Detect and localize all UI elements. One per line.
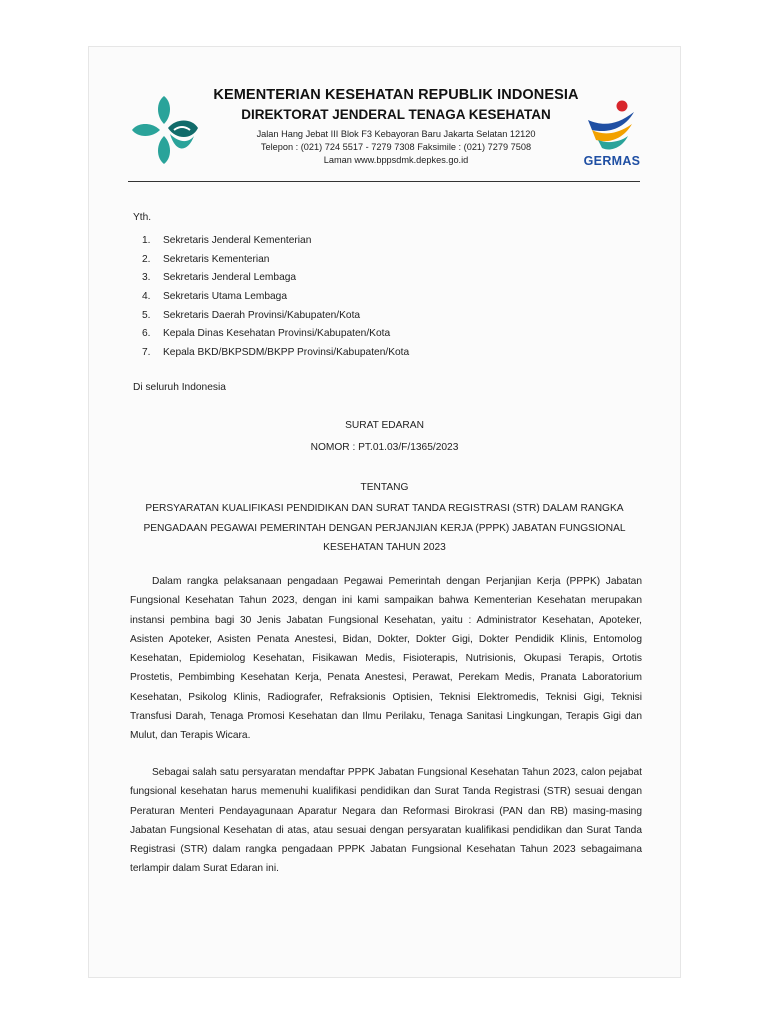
body-paragraph-2: Sebagai salah satu persyaratan mendaftar PPPK Jabatan Fungsional Kesehatan Tahun 2023, calon pejabat fungsional kesehatan harus memenuhi kualifikasi pendidikan dan Surat Tanda Registrasi (STR) sesuai dengan Peraturan Menteri Pendayagunaan Aparatur Negara dan Reformasi Birokrasi (PAN dan RB) masing-masing Jabatan Fungsional Kesehatan di atas, atau sesuai dengan persyaratan kualifikasi pendidikan dan Surat Tanda Registrasi (STR) dalam rangka pengadaan PPPK Jabatan Fungsional Kesehatan Tahun 2023 sebagaimana terlampir dalam Surat Edaran ini. <box>130 767 642 875</box>
recipient-text: Sekretaris Utama Lembaga <box>163 291 288 303</box>
letterhead-phone-fax: Telepon : (021) 724 5517 - 7279 7308 Faksimile : (021) 7279 7508 <box>260 142 532 152</box>
recipient-item <box>142 232 409 251</box>
tentang-heading: TENTANG <box>360 482 409 493</box>
recipient-item <box>142 251 409 270</box>
recipient-text: Sekretaris Daerah Provinsi/Kabupaten/Kota <box>163 309 361 321</box>
recipient-text: Kepala BKD/BKPSDM/BKPP Provinsi/Kabupaten/Kota <box>163 347 410 359</box>
kemenkes-logo-icon <box>126 90 204 174</box>
recipient-number: 5. <box>142 309 151 321</box>
subject-line: KESEHATAN TAHUN 2023 <box>323 542 446 553</box>
recipient-text: Kepala Dinas Kesehatan Provinsi/Kabupaten/Kota <box>163 328 391 340</box>
recipient-number: 2. <box>142 253 151 265</box>
recipient-list <box>142 232 409 363</box>
germas-label: GERMAS <box>583 154 641 168</box>
recipient-item <box>142 269 409 288</box>
body-paragraph-1: Dalam rangka pelaksanaan pengadaan Pegawai Pemerintah dengan Perjanjian Kerja (PPPK) Jabatan Fungsional Kesehatan Tahun 2023, dengan ini kami sampaikan bahwa Kementerian Kesehatan merupakan instansi pembina bagi 30 Jenis Jabatan Fungsional Kesehatan, yaitu : Administrator Kesehatan, Apoteker, Asisten Apoteker, Asisten Penata Anestesi, Bidan, Dokter, Dokter Gigi, Dokter Pendidik Klinis, Entomolog Kesehatan, Epidemiolog Kesehatan, Fisikawan Medis, Fisioterapis, Nutrisionis, Okupasi Terapis, Ortotis Prostetis, Pembimbing Kesehatan Kerja, Penata Anestesi, Perawat, Perekam Medis, Pranata Laboratorium Kesehatan, Psikolog Klinis, Radiografer, Refraksionis Optisien, Teknisi Elektromedis, Teknisi Gigi, Teknisi Transfusi Darah, Tenaga Promosi Kesehatan dan Ilmu Perilaku, Tenaga Sanitasi Lingkungan, Terapis Gigi dan Mulut, dan Terapis Wicara. <box>130 576 642 742</box>
letterhead-website: Laman www.bppsdmk.depkes.go.id <box>323 155 469 165</box>
letter-type: SURAT EDARAN <box>345 420 424 431</box>
ministry-name: KEMENTERIAN KESEHATAN REPUBLIK INDONESIA <box>213 87 579 103</box>
salutation: Yth. <box>133 212 152 223</box>
directorate-name: DIREKTORAT JENDERAL TENAGA KESEHATAN <box>241 107 551 122</box>
letter-number: NOMOR : PT.01.03/F/1365/2023 <box>310 442 459 453</box>
recipient-text: Sekretaris Kementerian <box>163 253 270 265</box>
recipient-location: Di seluruh Indonesia <box>133 382 226 393</box>
subject-line: PERSYARATAN KUALIFIKASI PENDIDIKAN DAN SURAT TANDA REGISTRASI (STR) DALAM RANGKA <box>145 503 624 514</box>
subject-line: PENGADAAN PEGAWAI PEMERINTAH DENGAN PERJANJIAN KERJA (PPPK) JABATAN FUNGSIONAL <box>143 522 626 534</box>
recipient-text: Sekretaris Jenderal Kementerian <box>163 235 312 246</box>
letterhead-text <box>206 86 586 167</box>
recipient-number: 6. <box>142 328 151 340</box>
letter-page <box>88 46 681 978</box>
recipient-number: 4. <box>142 291 151 303</box>
germas-figure-icon <box>582 96 642 154</box>
recipient-text: Sekretaris Jenderal Lembaga <box>163 272 297 284</box>
letter-subject <box>88 499 681 558</box>
recipient-item <box>142 325 409 344</box>
recipient-number: 7. <box>142 347 151 359</box>
letterhead-address: Jalan Hang Jebat III Blok F3 Kebayoran Baru Jakarta Selatan 12120 <box>256 129 536 139</box>
recipient-number: 1. <box>142 235 151 246</box>
letterhead-divider <box>128 181 640 182</box>
recipient-item <box>142 288 409 307</box>
recipient-item <box>142 344 409 363</box>
recipient-item <box>142 307 409 326</box>
recipient-number: 3. <box>142 272 151 284</box>
germas-logo <box>582 96 642 174</box>
